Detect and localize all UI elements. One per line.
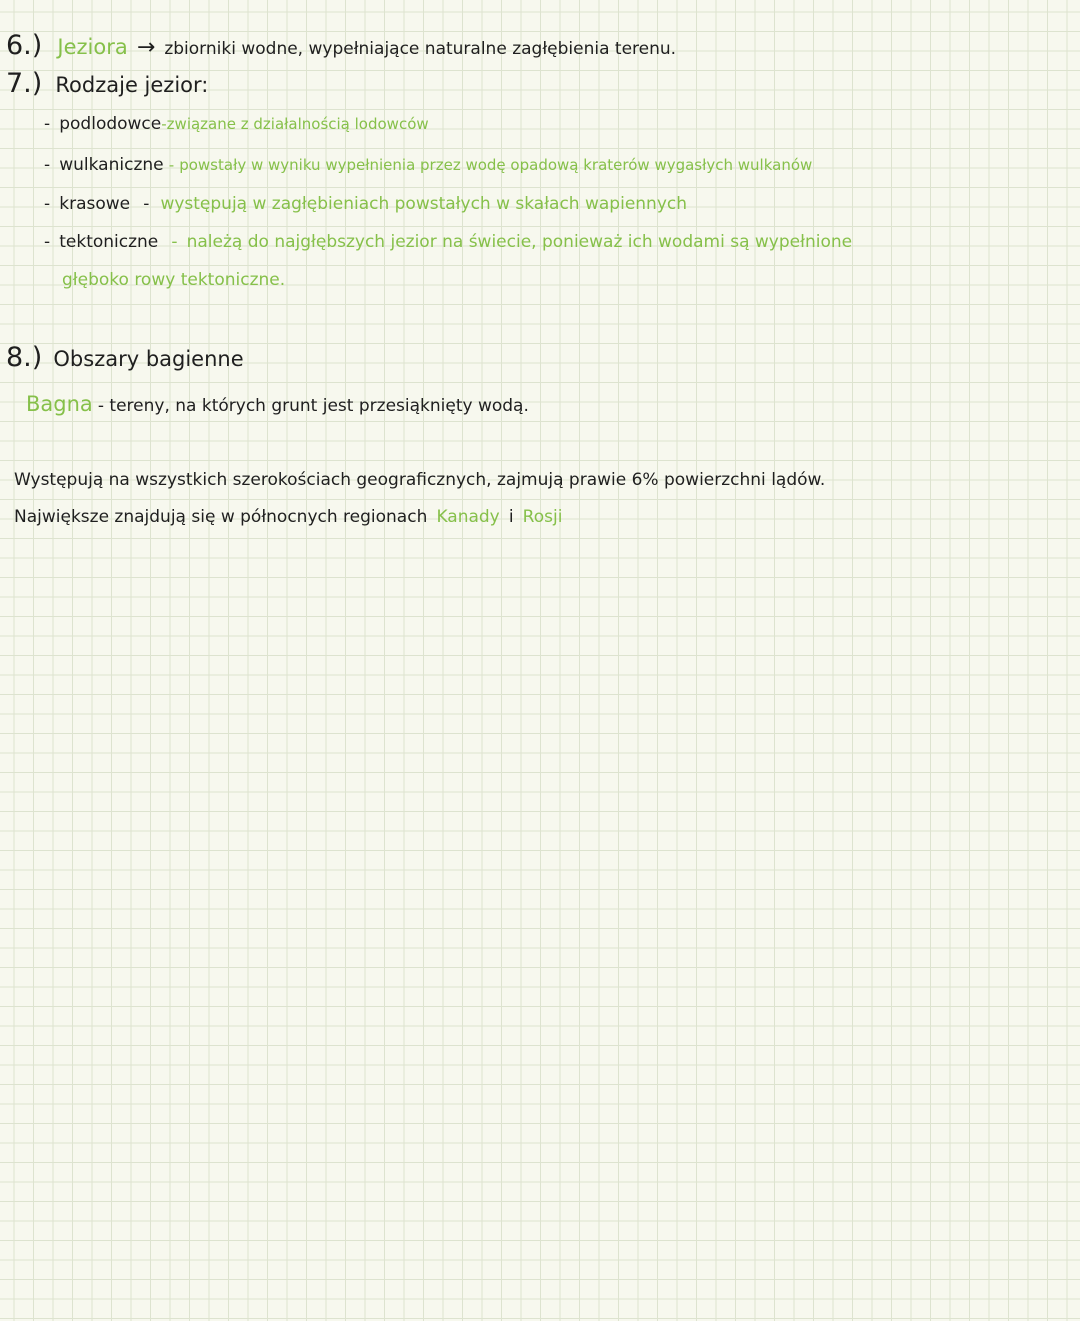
paragraph-1: [14, 472, 825, 489]
term-bagna: Bagna: [26, 392, 93, 416]
list-item-wulkaniczne: [44, 157, 812, 174]
place-rosja: Rosji: [522, 507, 563, 527]
section-number-8: 8.): [6, 342, 43, 373]
lake-type-separator: -: [171, 232, 178, 252]
list-item-podlodowce: [44, 116, 429, 133]
list-item-krasowe: [44, 196, 687, 213]
definition-jeziora: zbiorniki wodne, wypełniające naturalne zagłębienia terenu.: [164, 39, 677, 59]
line-7-title: [6, 70, 208, 97]
section-title-7: Rodzaje jezior:: [55, 73, 209, 97]
definition-bagna: - tereny, na których grunt jest przesiąknięty wodą.: [97, 396, 529, 416]
list-item-tektoniczne: [44, 234, 852, 251]
lake-type-description: powstały w wyniku wypełnienia przez wodę opadową kraterów wygasłych wulkanów: [179, 156, 813, 174]
lake-type-description-continued: głęboko rowy tektoniczne.: [62, 270, 286, 290]
paragraph-2: [14, 509, 562, 526]
list-item-tektoniczne-continuation: [62, 272, 285, 289]
lake-type-name: krasowe: [59, 194, 131, 214]
arrow-icon: →: [136, 35, 156, 60]
lake-type-description: występują w zagłębieniach powstałych w skałach wapiennych: [160, 194, 688, 214]
section-title-8: Obszary bagienne: [53, 347, 244, 371]
lake-type-separator: -: [143, 194, 150, 214]
section-number-7: 7.): [6, 68, 43, 99]
list-bullet: -: [44, 232, 51, 252]
lake-type-separator: -: [168, 156, 175, 174]
place-kanada: Kanady: [436, 507, 500, 527]
lake-type-name: wulkaniczne: [59, 155, 164, 175]
term-jeziora: Jeziora: [57, 35, 128, 59]
list-bullet: -: [44, 194, 51, 214]
list-bullet: -: [44, 155, 51, 175]
paragraph-1-text: Występują na wszystkich szerokościach geograficznych, zajmują prawie 6% powierzchni lądów.: [14, 470, 826, 490]
section-number-6: 6.): [6, 30, 43, 61]
lake-type-separator: -: [161, 115, 167, 133]
lake-type-name: podlodowce: [59, 114, 162, 134]
lake-type-description: należą do najgłębszych jezior na świecie, ponieważ ich wodami są wypełnione: [186, 232, 853, 252]
lake-type-description: związane z działalnością lodowców: [166, 115, 429, 133]
line-6: [6, 32, 676, 59]
conjunction: i: [508, 507, 514, 527]
list-bullet: -: [44, 114, 51, 134]
paragraph-2-text: Największe znajdują się w północnych regionach: [14, 507, 428, 527]
line-bagna-definition: [26, 394, 529, 415]
lake-type-name: tektoniczne: [59, 232, 159, 252]
line-8-title: [6, 344, 244, 371]
